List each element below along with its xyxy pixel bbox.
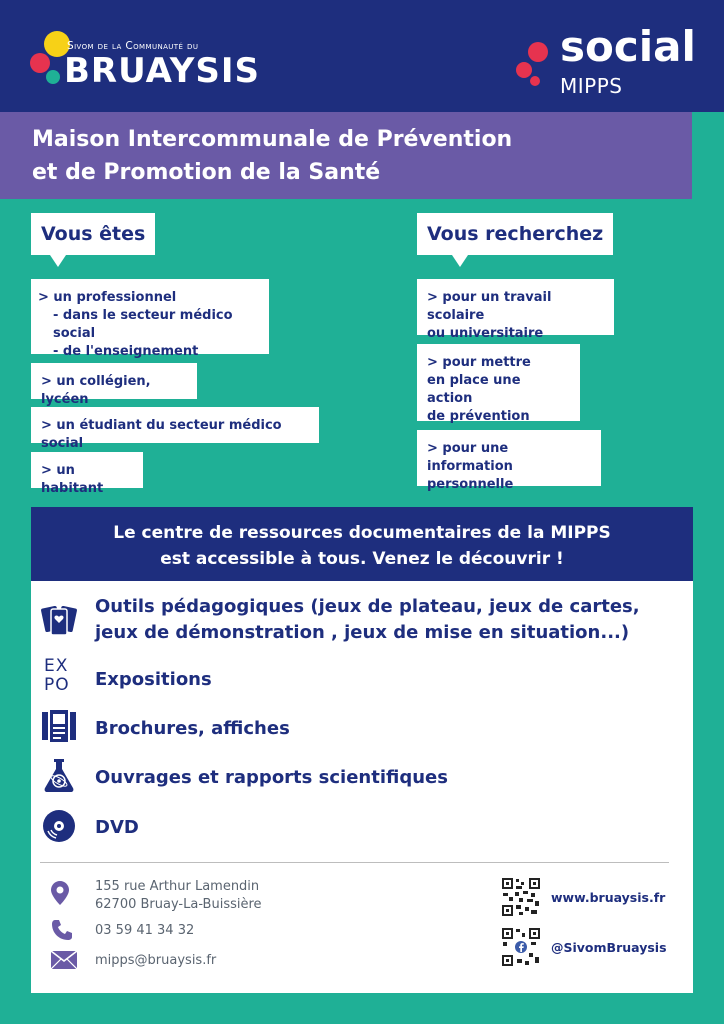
card-line: ou universitaire	[427, 326, 544, 341]
card-line: en place une action	[427, 373, 521, 406]
page-title	[32, 123, 512, 189]
location-pin-icon	[51, 881, 69, 905]
logo-dot-teal	[46, 70, 60, 84]
card-line: - dans le secteur médico social	[53, 308, 233, 341]
card-line: > un professionnel	[38, 290, 177, 305]
logo-dot-red-tiny	[530, 76, 540, 86]
flask-icon	[41, 757, 77, 793]
vous-recherchez-tail	[452, 255, 468, 267]
expo-icon-bottom: PO	[44, 675, 70, 695]
phone-number[interactable]: 03 59 41 34 32	[95, 923, 195, 938]
resources-heading-line-2: est accessible à tous. Venez le découvrir !	[160, 549, 564, 569]
mail-icon	[51, 951, 77, 969]
card-line: > pour mettre	[427, 355, 531, 370]
sivom-line: Sivom de la Communauté du	[67, 40, 199, 52]
address-line-2: 62700 Bruay-La-Buissière	[95, 897, 262, 912]
resources-heading	[31, 507, 693, 581]
resource-item-ouvrages: Ouvrages et rapports scientifiques	[95, 767, 448, 788]
address	[95, 878, 262, 914]
mipps-label: MIPPS	[560, 74, 623, 98]
resources-heading-line-1: Le centre de ressources documentaires de la MIPPS	[113, 523, 611, 543]
dvd-icon	[42, 809, 76, 843]
vous-etes-heading: Vous êtes	[31, 213, 155, 255]
expo-icon	[44, 657, 74, 697]
vous-etes-card-etudiant: > un étudiant du secteur médico social	[31, 407, 319, 443]
card-line: de prévention	[427, 409, 530, 424]
logo-dot-red	[30, 53, 50, 73]
vous-etes-card-habitant: > un habitant	[31, 452, 143, 488]
website-link[interactable]: www.bruaysis.fr	[551, 890, 666, 905]
card-line: personnelle	[427, 477, 514, 492]
resource-item-expositions: Expositions	[95, 669, 212, 690]
brochure-icon	[41, 709, 77, 743]
phone-icon	[51, 919, 73, 941]
qr-code-website[interactable]	[501, 877, 541, 917]
card-line: > pour une information	[427, 441, 513, 474]
vous-etes-card-collegien: > un collégien, lycéen	[31, 363, 197, 399]
vous-etes-card-professionnel	[31, 279, 269, 359]
resource-item-dvd: DVD	[95, 817, 139, 838]
recherchez-card-information	[417, 430, 601, 492]
resource-line: jeux de démonstration , jeux de mise en situation...)	[95, 622, 630, 643]
facebook-handle[interactable]: @SivomBruaysis	[551, 940, 667, 955]
brand-name: BRUAYSIS	[64, 51, 260, 91]
qr-code-facebook[interactable]	[501, 927, 541, 967]
card-line: > pour un travail scolaire	[427, 290, 552, 323]
logo-dot-red-small	[516, 62, 532, 78]
card-line: - de l'enseignement	[53, 344, 199, 359]
address-line-1: 155 rue Arthur Lamendin	[95, 879, 260, 894]
logo-dot-red-large	[528, 42, 548, 62]
resource-item-brochures: Brochures, affiches	[95, 718, 290, 739]
title-line-1: Maison Intercommunale de Prévention	[32, 127, 513, 152]
vous-recherchez-heading: Vous recherchez	[417, 213, 613, 255]
vous-etes-tail	[50, 255, 66, 267]
resource-item-outils	[95, 594, 640, 646]
title-line-2: et de Promotion de la Santé	[32, 160, 381, 185]
cards-icon	[40, 603, 78, 639]
recherchez-card-travail	[417, 279, 614, 341]
expo-icon-top: EX	[44, 656, 69, 676]
email-address[interactable]: mipps@bruaysis.fr	[95, 953, 217, 968]
social-label: social	[560, 22, 696, 71]
social-mipps-logo	[512, 38, 562, 88]
recherchez-card-action	[417, 344, 580, 424]
resource-line: Outils pédagogiques (jeux de plateau, jeux de cartes,	[95, 596, 640, 617]
divider	[40, 862, 669, 863]
